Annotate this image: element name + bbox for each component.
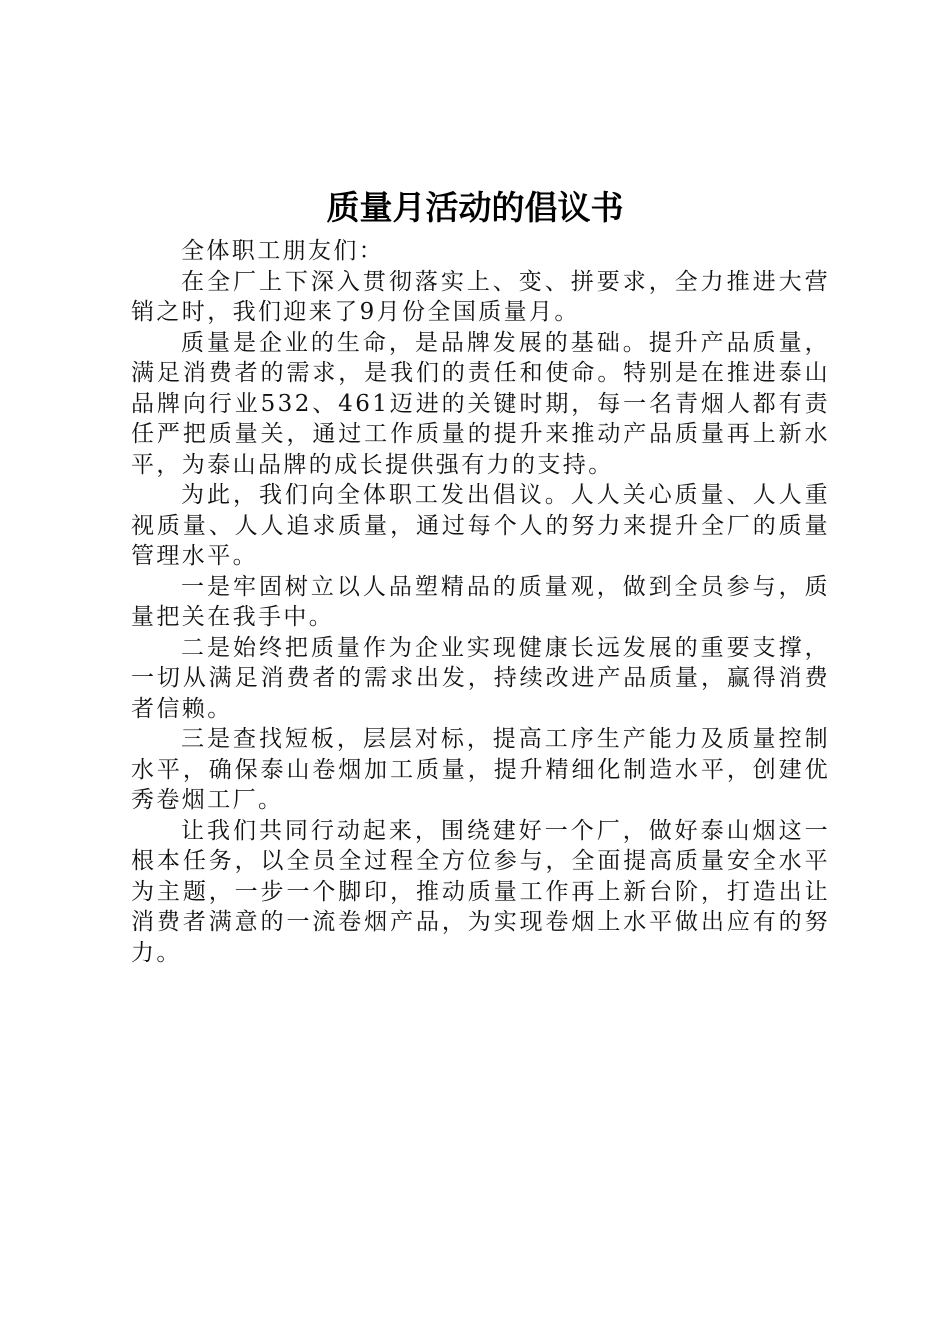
paragraph-intro: 在全厂上下深入贯彻落实上、变、拼要求，全力推进大营销之时，我们迎来了9月份全国质量月。 xyxy=(131,268,830,325)
document-title: 质量月活动的倡议书 xyxy=(326,188,624,227)
document-body xyxy=(131,236,830,968)
paragraph-closing: 让我们共同行动起来，围绕建好一个厂，做好泰山烟这一根本任务，以全员全过程全方位参与，全面提高质量安全水平为主题，一步一个脚印，推动质量工作再上新台阶，打造出让消费者满意的一流卷烟产品，为实现卷烟上水平做出应有的努力。 xyxy=(131,817,830,966)
paragraph-quality-importance: 质量是企业的生命，是品牌发展的基础。提升产品质量，满足消费者的需求，是我们的责任和使命。特别是在推进泰山品牌向行业532、461迈进的关键时期，每一名青烟人都有责任严把质量关，通过工作质量的提升来推动产品质量再上新水平，为泰山品牌的成长提供强有力的支持。 xyxy=(131,329,830,478)
paragraph-point-one: 一是牢固树立以人品塑精品的质量观，做到全员参与，质量把关在我手中。 xyxy=(131,573,830,630)
paragraph-point-three: 三是查找短板，层层对标，提高工序生产能力及质量控制水平，确保泰山卷烟加工质量，提升精细化制造水平，创建优秀卷烟工厂。 xyxy=(131,726,830,813)
paragraph-proposal: 为此，我们向全体职工发出倡议。人人关心质量、人人重视质量、人人追求质量，通过每个人的努力来提升全厂的质量管理水平。 xyxy=(131,482,830,569)
paragraph-point-two: 二是始终把质量作为企业实现健康长远发展的重要支撑，一切从满足消费者的需求出发，持续改进产品质量，赢得消费者信赖。 xyxy=(131,634,830,722)
salutation: 全体职工朋友们： xyxy=(181,238,385,264)
